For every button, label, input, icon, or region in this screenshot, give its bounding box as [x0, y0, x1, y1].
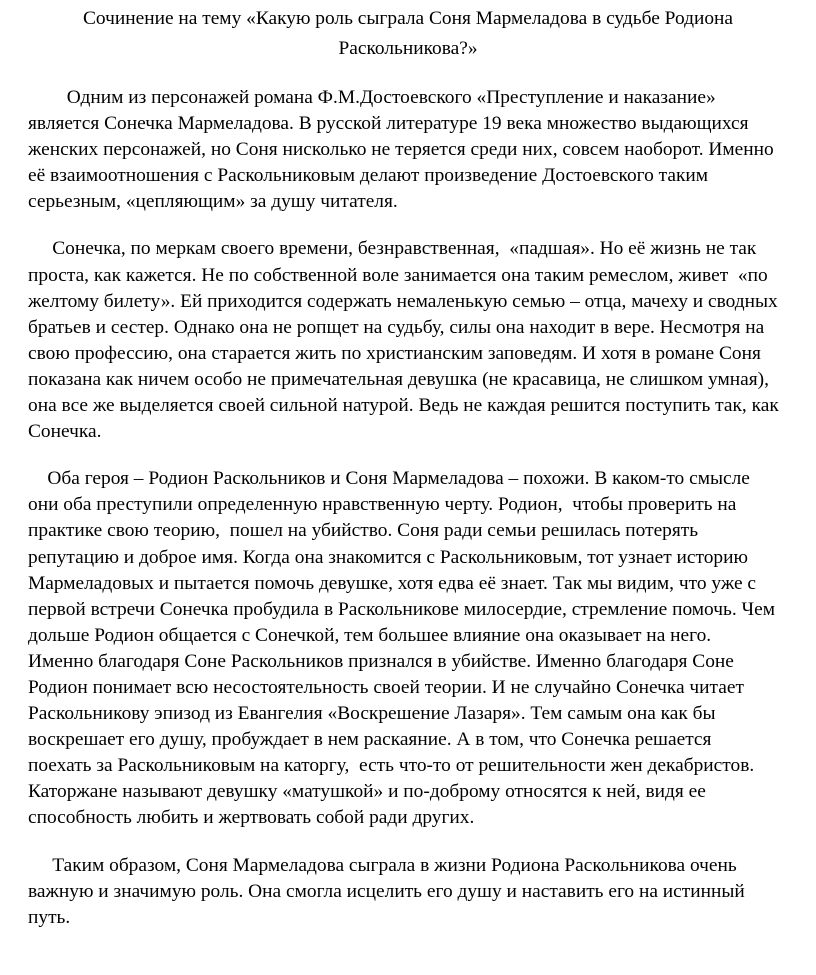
- paragraph-line: серьезным, «цепляющим» за душу читателя.: [28, 191, 398, 213]
- paragraph-line: показана как ничем особо не примечательная девушка (не красавица, не слишком умная),: [28, 368, 769, 390]
- paragraph-line: практике свою теорию, пошел на убийство. Соня ради семьи решилась потерять: [28, 520, 699, 542]
- paragraph-line: поехать за Раскольниковым на каторгу, есть что-то от решительности жен декабристов.: [28, 755, 755, 777]
- paragraph-line: способность любить и жертвовать собой ради других.: [28, 807, 475, 829]
- paragraph-line: путь.: [28, 906, 71, 928]
- paragraph-line: её взаимоотношения с Раскольниковым делают произведение Достоевского таким: [28, 165, 709, 187]
- paragraph-line: проста, как кажется. Не по собственной воле занимается она таким ремеслом, живет «по: [28, 264, 768, 286]
- paragraph-line: желтому билету». Ей приходится содержать немаленькую семью – отца, мачеху и сводных: [28, 290, 778, 312]
- paragraph-line: первой встречи Сонечка пробудила в Раскольникове милосердие, стремление помочь. Чем: [28, 598, 776, 620]
- paragraph-line: женских персонажей, но Соня нисколько не теряется среди них, совсем наоборот. Именно: [28, 139, 774, 161]
- paragraph-line: Родион понимает всю несостоятельность своей теории. И не случайно Сонечка читает: [28, 676, 744, 698]
- paragraph-line: Оба героя – Родион Раскольников и Соня Мармеладова – похожи. В каком-то смысле: [28, 468, 750, 490]
- essay-body: [28, 85, 788, 931]
- paragraph-line: Каторжане называют девушку «матушкой» и по-доброму относятся к ней, видя ее: [28, 781, 706, 803]
- paragraph-line: Сонечка, по меркам своего времени, безнравственная, «падшая». Но её жизнь не так: [28, 238, 757, 260]
- essay-title: [28, 4, 788, 64]
- paragraph-line: дольше Родион общается с Сонечкой, тем большее влияние она оказывает на него.: [28, 624, 712, 646]
- title-line: Раскольникова?»: [338, 38, 478, 59]
- paragraph-line: репутацию и доброе имя. Когда она знакомится с Раскольниковым, тот узнает историю: [28, 546, 748, 568]
- paragraph-line: она все же выделяется своей сильной натурой. Ведь не каждая решится поступить так, как: [28, 395, 779, 417]
- paragraph-line: важную и значимую роль. Она смогла исцелить его душу и наставить его на истинный: [28, 880, 745, 902]
- paragraph-line: свою профессию, она старается жить по христианским заповедям. И хотя в романе Соня: [28, 342, 761, 364]
- paragraph-2: [28, 236, 788, 445]
- paragraph-line: Одним из персонажей романа Ф.М.Достоевского «Преступление и наказание»: [28, 87, 716, 108]
- paragraph-line: Таким образом, Соня Мармеладова сыграла в жизни Родиона Раскольникова очень: [28, 854, 737, 876]
- paragraph-line: воскрешает его душу, пробуждает в нем раскаяние. А в том, что Сонечка решается: [28, 729, 712, 751]
- paragraph-line: Раскольникову эпизод из Евангелия «Воскрешение Лазаря». Тем самым она как бы: [28, 703, 716, 725]
- document-page: [28, 0, 788, 975]
- title-line: Сочинение на тему «Какую роль сыграла Соня Мармеладова в судьбе Родиона: [82, 8, 734, 29]
- paragraph-3: [28, 466, 788, 831]
- paragraph-line: Мармеладовых и пытается помочь девушке, хотя едва её знает. Так мы видим, что уже с: [28, 572, 757, 594]
- paragraph-line: Сонечка.: [28, 421, 102, 443]
- paragraph-line: они оба преступили определенную нравственную черту. Родион, чтобы проверить на: [28, 494, 737, 516]
- paragraph-4: [28, 853, 788, 931]
- paragraph-line: является Сонечка Мармеладова. В русской литературе 19 века множество выдающихся: [28, 113, 749, 135]
- paragraph-line: Именно благодаря Соне Раскольников признался в убийстве. Именно благодаря Соне: [28, 650, 734, 672]
- paragraph-1: [28, 85, 788, 215]
- paragraph-line: братьев и сестер. Однако она не ропщет на судьбу, силы она находит в вере. Несмотря на: [28, 316, 765, 338]
